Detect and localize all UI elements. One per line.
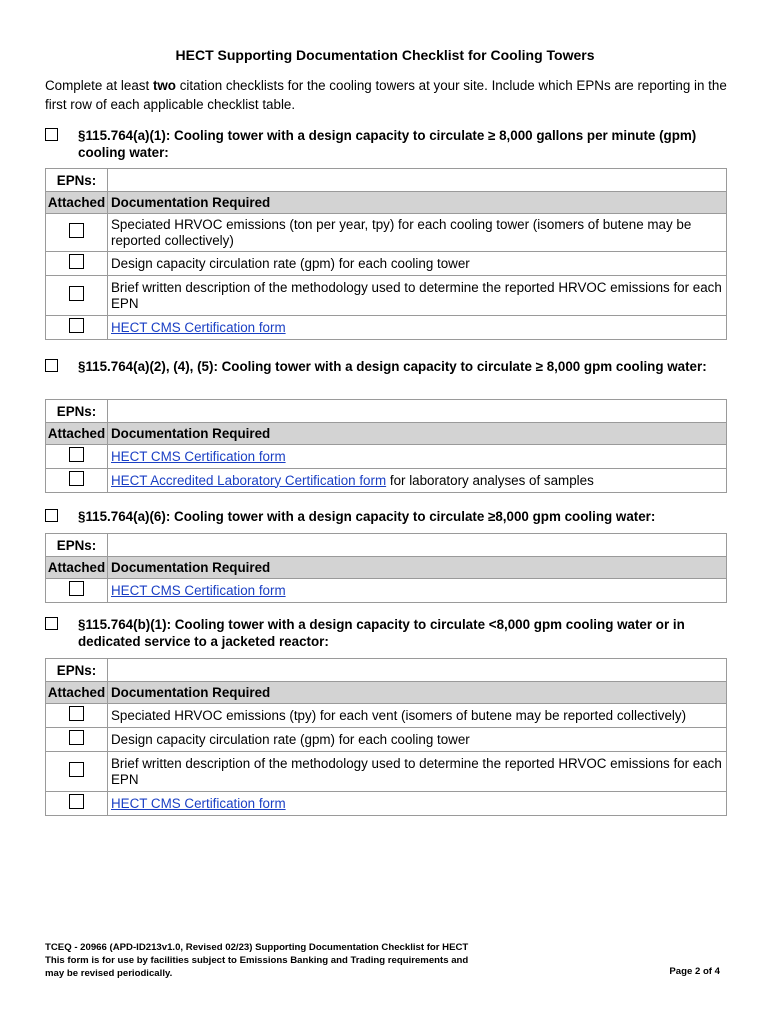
epns-label: EPNs: xyxy=(46,659,108,682)
row-checkbox[interactable] xyxy=(69,318,84,333)
row-checkbox[interactable] xyxy=(69,706,84,721)
footer-line-3: may be revised periodically. xyxy=(45,968,173,979)
row-checkbox[interactable] xyxy=(69,223,84,238)
section-3-heading xyxy=(45,508,735,525)
doc-item: Brief written description of the methodology used to determine the reported HRVOC emissions for each EPN xyxy=(108,752,727,792)
section-3-checkbox[interactable] xyxy=(45,509,58,522)
page-title: HECT Supporting Documentation Checklist for Cooling Towers xyxy=(175,47,595,63)
row-checkbox[interactable] xyxy=(69,471,84,486)
hect-cms-certification-link[interactable]: HECT CMS Certification form xyxy=(111,582,286,598)
section-2-checkbox[interactable] xyxy=(45,359,58,372)
intro-text xyxy=(45,76,735,114)
hect-cms-certification-link[interactable]: HECT CMS Certification form xyxy=(111,448,286,464)
section-4-checkbox[interactable] xyxy=(45,617,58,630)
doc-item: Brief written description of the methodology used to determine the reported HRVOC emissions for each EPN xyxy=(108,276,727,316)
doc-item: Design capacity circulation rate (gpm) for each cooling tower xyxy=(108,728,727,752)
doc-item: Speciated HRVOC emissions (tpy) for each vent (isomers of butene may be reported collectively) xyxy=(108,704,727,728)
intro-before: Complete at least xyxy=(45,78,153,93)
section-3-table xyxy=(45,533,727,603)
doc-item: Speciated HRVOC emissions (ton per year, tpy) for each cooling tower (isomers of butene may be reported collectively) xyxy=(108,214,727,252)
section-2-heading-text: §115.764(a)(2), (4), (5): Cooling tower with a design capacity to circulate ≥ 8,000 gpm cooling water: xyxy=(78,359,707,374)
doc-item: Design capacity circulation rate (gpm) for each cooling tower xyxy=(108,252,727,276)
row-checkbox[interactable] xyxy=(69,447,84,462)
section-2-heading xyxy=(45,358,735,375)
hect-cms-certification-link[interactable]: HECT CMS Certification form xyxy=(111,319,286,335)
row-checkbox[interactable] xyxy=(69,286,84,301)
hect-lab-certification-link[interactable]: HECT Accredited Laboratory Certification form xyxy=(111,472,387,488)
section-1-table xyxy=(45,168,727,340)
section-1-heading-text: §115.764(a)(1): Cooling tower with a design capacity to circulate ≥ 8,000 gallons per minute (gpm) cooling water: xyxy=(78,128,697,160)
row-checkbox[interactable] xyxy=(69,762,84,777)
section-4-heading xyxy=(45,616,735,650)
epns-input[interactable] xyxy=(108,659,727,682)
section-1-checkbox[interactable] xyxy=(45,128,58,141)
footer xyxy=(45,941,515,980)
footer-line-2: This form is for use by facilities subject to Emissions Banking and Trading requirements and xyxy=(45,955,469,966)
epns-label: EPNs: xyxy=(46,400,108,423)
intro-bold: two xyxy=(152,78,176,93)
epns-input[interactable] xyxy=(108,169,727,192)
section-3-heading-text: §115.764(a)(6): Cooling tower with a design capacity to circulate ≥8,000 gpm cooling water: xyxy=(78,509,656,524)
attached-header: Attached xyxy=(46,557,108,579)
row-checkbox[interactable] xyxy=(69,581,84,596)
epns-input[interactable] xyxy=(108,534,727,557)
attached-header: Attached xyxy=(46,682,108,704)
hect-cms-certification-link[interactable]: HECT CMS Certification form xyxy=(111,795,286,811)
page-number: Page 2 of 4 xyxy=(669,966,720,977)
section-4-table xyxy=(45,658,727,816)
section-4-heading-text: §115.764(b)(1): Cooling tower with a design capacity to circulate <8,000 gpm cooling water or in dedicated service to a jacketed reactor: xyxy=(78,617,685,649)
doc-required-header: Documentation Required xyxy=(108,682,727,704)
doc-item-suffix: for laboratory analyses of samples xyxy=(386,472,594,488)
epns-label: EPNs: xyxy=(46,169,108,192)
footer-line-1: TCEQ - 20966 (APD-ID213v1.0, Revised 02/23) Supporting Documentation Checklist for HECT xyxy=(45,942,469,953)
epns-label: EPNs: xyxy=(46,534,108,557)
row-checkbox[interactable] xyxy=(69,730,84,745)
row-checkbox[interactable] xyxy=(69,794,84,809)
section-2-table xyxy=(45,399,727,493)
doc-required-header: Documentation Required xyxy=(108,557,727,579)
doc-required-header: Documentation Required xyxy=(108,423,727,445)
row-checkbox[interactable] xyxy=(69,254,84,269)
intro-after: citation checklists for the cooling towers at your site. Include which EPNs are reporting in the first row of each applicable checklist table. xyxy=(45,78,727,112)
attached-header: Attached xyxy=(46,192,108,214)
section-1-heading xyxy=(45,127,735,161)
doc-required-header: Documentation Required xyxy=(108,192,727,214)
epns-input[interactable] xyxy=(108,400,727,423)
attached-header: Attached xyxy=(46,423,108,445)
